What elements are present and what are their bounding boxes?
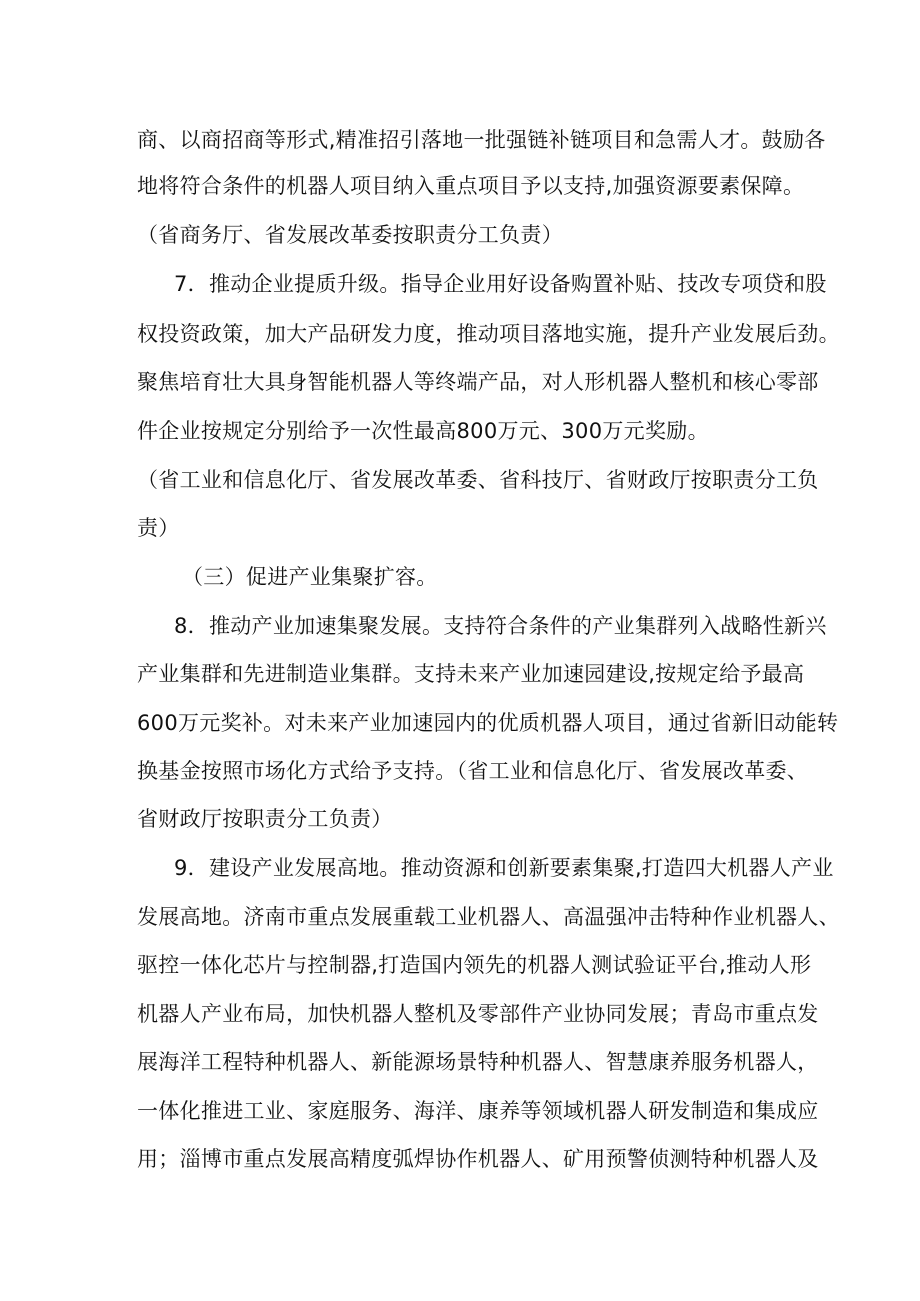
text-line: 责） bbox=[137, 516, 180, 540]
text-line: 8．推动产业加速集聚发展。支持符合条件的产业集群列入战略性新兴 bbox=[174, 614, 827, 638]
text-line: 展海洋工程特种机器人、新能源场景特种机器人、智慧康养服务机器人， bbox=[137, 1050, 819, 1074]
text-line: 地将符合条件的机器人项目纳入重点项目予以支持,加强资源要素保障。 bbox=[137, 174, 805, 198]
text-line: 用；淄博市重点发展高精度弧焊协作机器人、矿用预警侦测特种机器人及 bbox=[137, 1147, 819, 1171]
text-line: 600万元奖补。对未来产业加速园内的优质机器人项目，通过省新旧动能转 bbox=[137, 711, 839, 735]
text-line: 7．推动企业提质升级。指导企业用好设备购置补贴、技改专项贷和股 bbox=[174, 272, 827, 296]
text-line: 一体化推进工业、家庭服务、海洋、康养等领域机器人研发制造和集成应 bbox=[137, 1099, 819, 1123]
text-line: 商、以商招商等形式,精准招引落地一批强链补链项目和急需人才。鼓励各 bbox=[137, 128, 826, 152]
text-line: 驱控一体化芯片与控制器,打造国内领先的机器人测试验证平台,推动人形 bbox=[137, 953, 812, 977]
text-line: 9．建设产业发展高地。推动资源和创新要素集聚,打造四大机器人产业 bbox=[174, 856, 834, 880]
text-line: （省工业和信息化厅、省发展改革委、省科技厅、省财政厅按职责分工负 bbox=[137, 468, 819, 492]
text-line: 换基金按照市场化方式给予支持。（省工业和信息化厅、省发展改革委、 bbox=[137, 759, 809, 783]
text-line: 权投资政策，加大产品研发力度，推动项目落地实施，提升产业发展后劲。 bbox=[137, 322, 840, 346]
text-line: 机器人产业布局，加快机器人整机及零部件产业协同发展；青岛市重点发 bbox=[137, 1002, 819, 1026]
text-line: 省财政厅按职责分工负责） bbox=[137, 807, 393, 831]
section-heading: （三）促进产业集聚扩容。 bbox=[182, 565, 438, 589]
text-line: （省商务厅、省发展改革委按职责分工负责） bbox=[137, 223, 563, 247]
text-line: 聚焦培育壮大具身智能机器人等终端产品，对人形机器人整机和核心零部 bbox=[137, 370, 819, 394]
text-line: 发展高地。济南市重点发展重载工业机器人、高温强冲击特种作业机器人、 bbox=[137, 905, 840, 929]
text-line: 件企业按规定分别给予一次性最高800万元、300万元奖励。 bbox=[137, 419, 709, 443]
text-line: 产业集群和先进制造业集群。支持未来产业加速园建设,按规定给予最高 bbox=[137, 662, 805, 686]
